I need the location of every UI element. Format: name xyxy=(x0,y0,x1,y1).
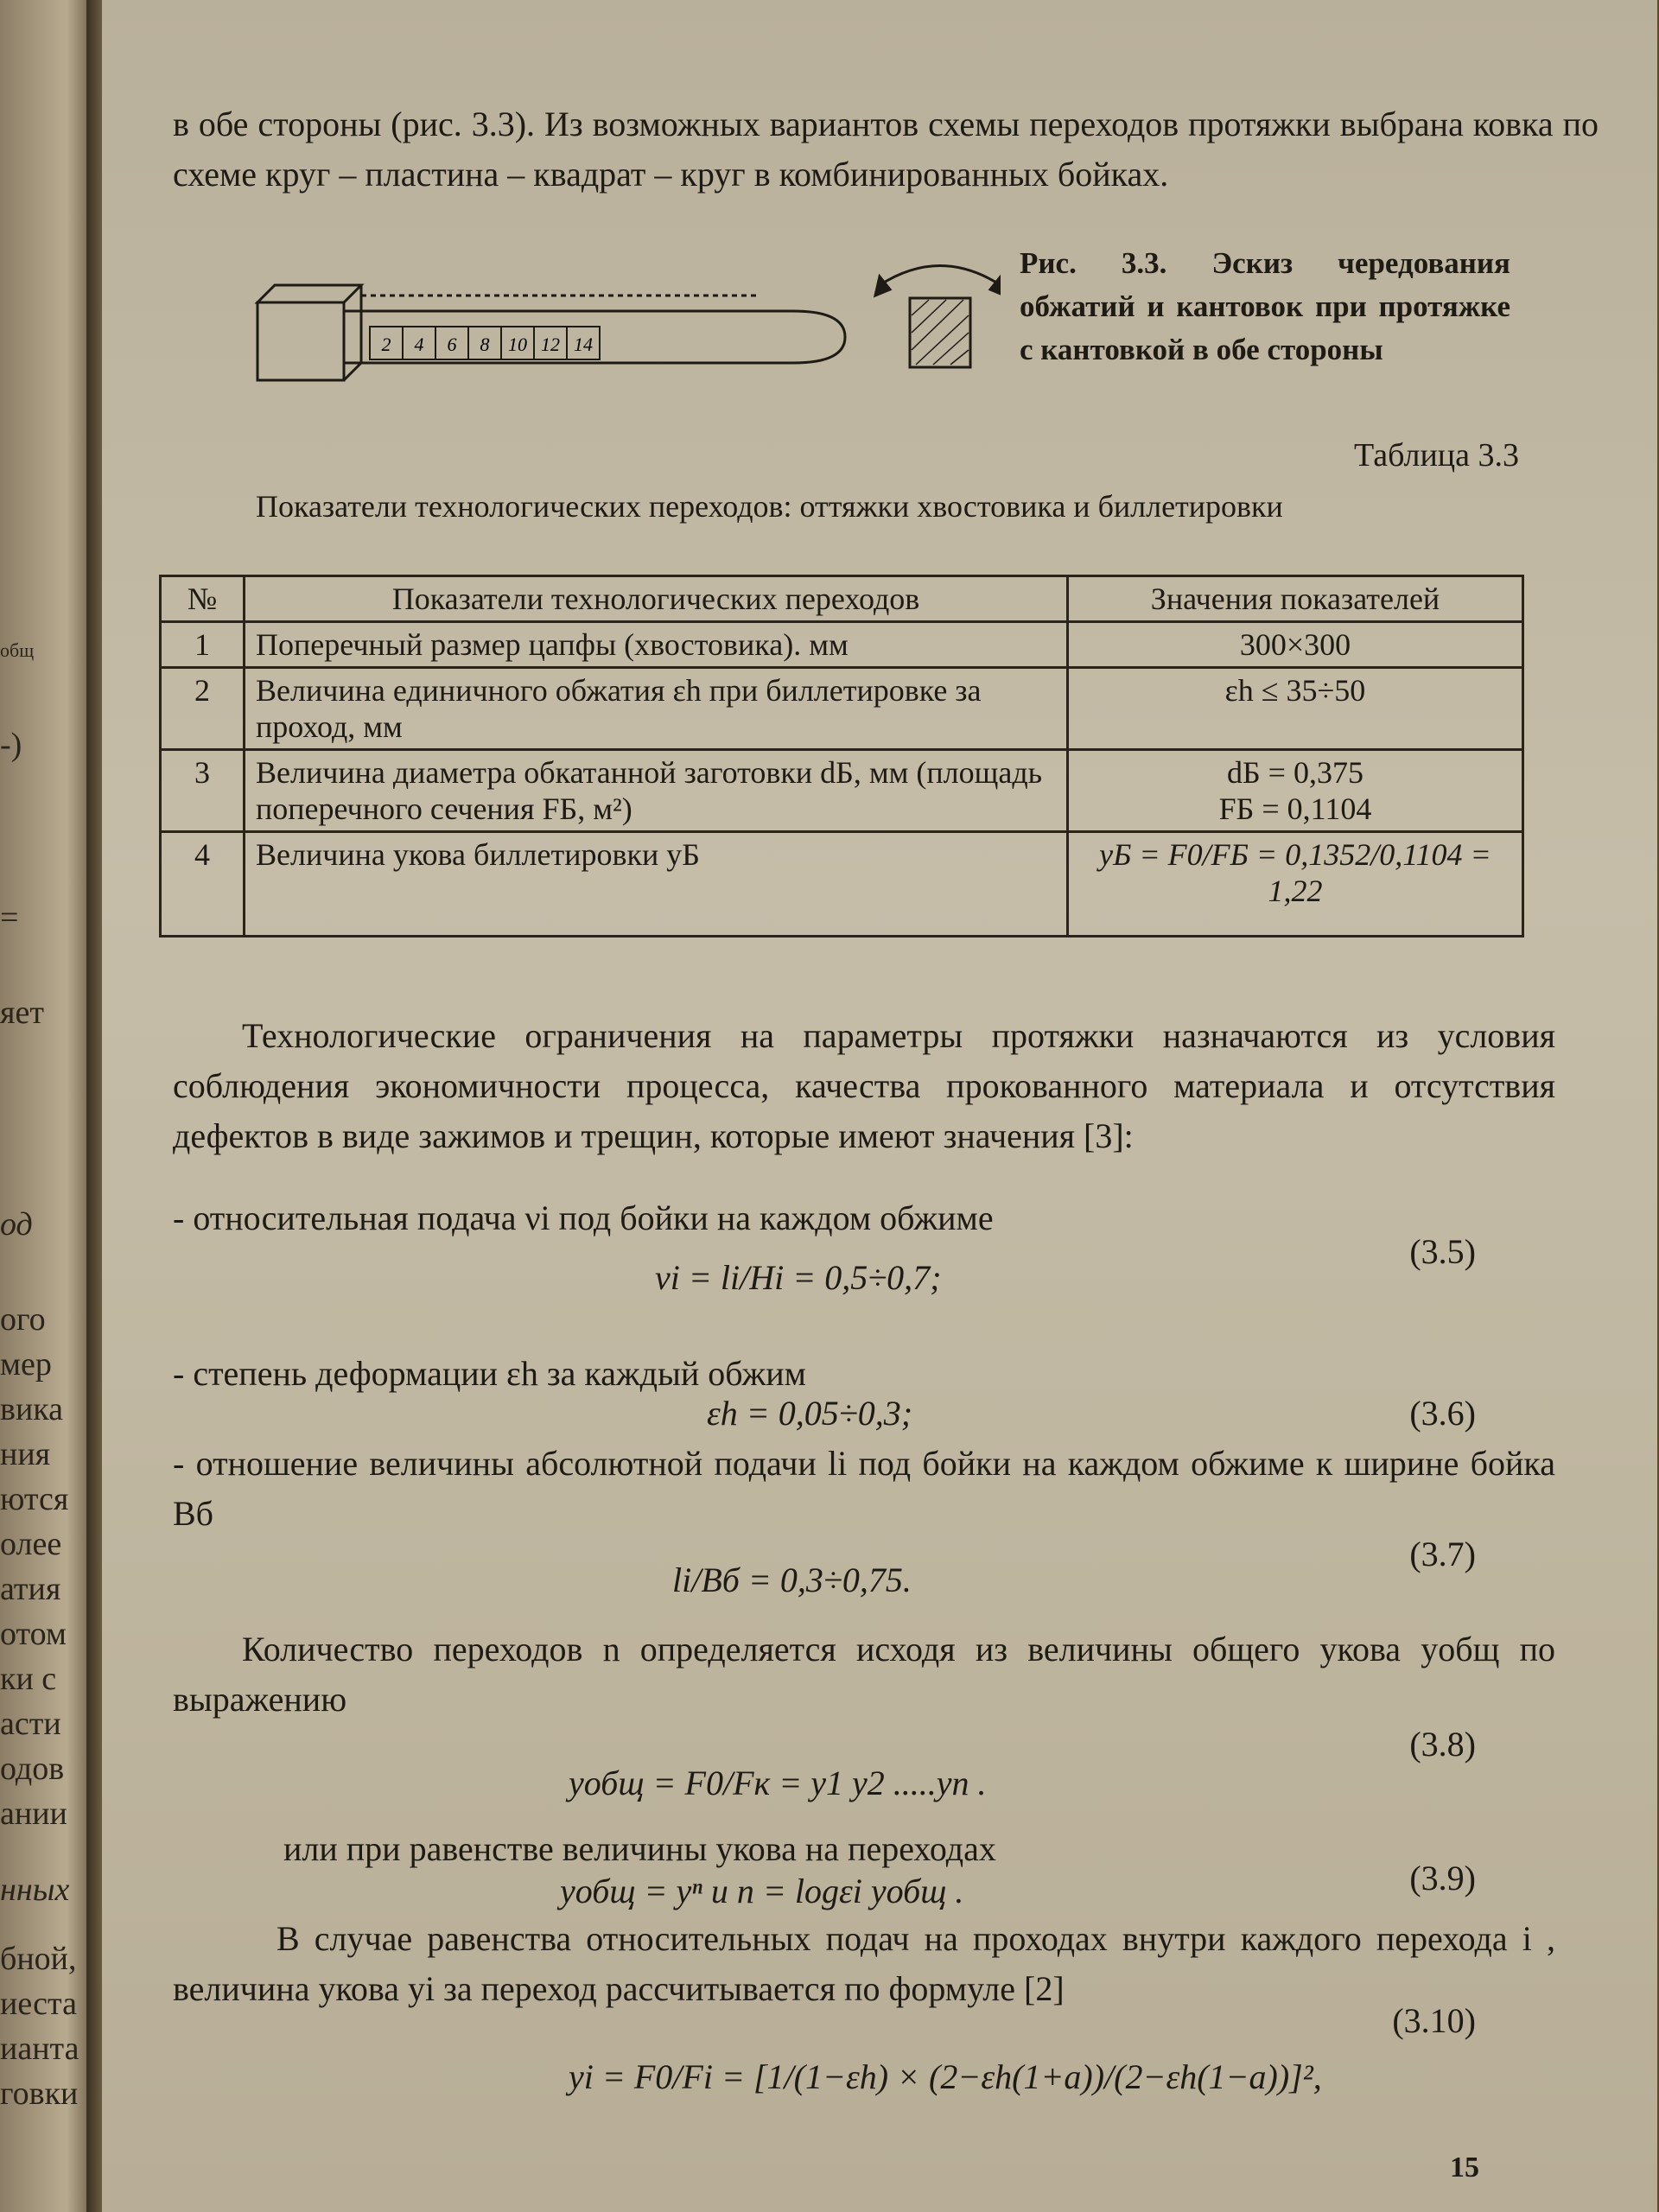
billet-head xyxy=(257,302,344,380)
equation-number: (3.9) xyxy=(1409,1859,1476,1897)
row-number: 1 xyxy=(161,622,245,668)
row-description: Поперечный размер цапфы (хвостовика). мм xyxy=(245,622,1068,668)
table-number: Таблица 3.3 xyxy=(1353,437,1519,474)
list-item-2: - степень деформации εh за каждый обжим xyxy=(173,1354,806,1393)
row-number: 3 xyxy=(161,750,245,832)
figure-sketch xyxy=(240,251,1001,406)
billet-head-top xyxy=(257,285,361,302)
left-fragment: нных xyxy=(0,1872,70,1908)
body-paragraph-2: Количество переходов n определяется исходя из величины общего укова yобщ по выражению xyxy=(173,1630,1555,1719)
equation-3-7: li/Bб = 0,3÷0,75. xyxy=(672,1560,912,1599)
left-fragment: ании xyxy=(0,1796,67,1832)
left-fragment: вика xyxy=(0,1391,64,1427)
left-fragment: ого xyxy=(0,1301,46,1338)
bite-number: 10 xyxy=(508,334,527,355)
equation-3-8: yобщ = F0/Fк = y1 y2 .....yn . xyxy=(569,1764,987,1802)
table-header: Показатели технологических переходов xyxy=(245,576,1068,622)
left-fragment: отом xyxy=(0,1616,67,1652)
intro-paragraph: в обе стороны (рис. 3.3). Из возможных вариантов схемы переходов протяжки выбрана ковка по схеме круг – пластина – квадрат – круг в комбинированных бойках. xyxy=(173,105,1599,194)
bite-number: 4 xyxy=(414,334,424,355)
left-fragment: олее xyxy=(0,1526,62,1562)
left-fragment: атия xyxy=(0,1571,61,1607)
left-fragment: иеста xyxy=(0,1986,77,2022)
table-row xyxy=(161,622,1523,668)
equation-3-10: yi = F0/Fi = [1/(1−εh) × (2−εh(1+a))/(2−εh(1−a))]², xyxy=(569,2057,1322,2096)
table-header: Значения показателей xyxy=(1068,576,1523,622)
left-fragment: ки с xyxy=(0,1661,57,1697)
body-paragraph-1: Технологические ограничения на параметры протяжки назначаются из условия соблюдения экономичности процесса, качества прокованного материала и отсутствия дефектов в виде зажимов и трещин, которые имеют значения [3]: xyxy=(173,1016,1555,1155)
row-value: 300×300 xyxy=(1068,622,1523,668)
table-row xyxy=(161,832,1523,937)
left-fragment: ианта xyxy=(0,2031,79,2067)
row-value xyxy=(1068,750,1523,832)
left-fragment: яет xyxy=(0,995,44,1031)
row-description: Величина укова биллетировки yБ xyxy=(245,832,1068,937)
table-header-row xyxy=(161,576,1523,622)
row-value-line: FБ = 0,1104 xyxy=(1218,791,1372,826)
equation-3-6: εh = 0,05÷0,3; xyxy=(707,1394,913,1433)
bite-number: 2 xyxy=(381,334,391,355)
equation-number: (3.10) xyxy=(1392,2001,1476,2040)
equation-3-9: yобщ = yⁿ и n = logεi yобщ . xyxy=(560,1872,964,1910)
row-value-line: dБ = 0,375 xyxy=(1227,755,1363,790)
equation-number: (3.6) xyxy=(1409,1394,1476,1433)
list-item-1: - относительная подача νi под бойки на каждом обжиме xyxy=(173,1198,994,1237)
bite-labels xyxy=(370,327,600,359)
table-title: Показатели технологических переходов: оттяжки хвостовика и биллетировки xyxy=(256,489,1283,524)
row-description: Величина диаметра обкатанной заготовки dБ, мм (площадь поперечного сечения FБ, м²) xyxy=(245,750,1068,832)
page-number: 15 xyxy=(1450,2152,1479,2183)
left-page-edge xyxy=(0,0,95,2212)
left-fragment: бной, xyxy=(0,1941,77,1977)
equation-number: (3.7) xyxy=(1409,1535,1476,1573)
left-fragment: -) xyxy=(0,727,22,763)
left-fragment: говки xyxy=(0,2075,79,2112)
turn-arrow xyxy=(880,266,1001,286)
row-number: 4 xyxy=(161,832,245,937)
left-fragment: асти xyxy=(0,1706,61,1742)
parameters-table xyxy=(159,575,1524,938)
row-value: εh ≤ 35÷50 xyxy=(1068,668,1523,750)
left-fragment: од xyxy=(0,1206,33,1243)
bite-number: 6 xyxy=(447,334,457,355)
bite-number: 8 xyxy=(480,334,490,355)
left-fragment: ния xyxy=(0,1436,51,1472)
list-item-3: - отношение величины абсолютной подачи li под бойки на каждом обжиме к ширине бойка Bб xyxy=(173,1444,1555,1533)
equation-number: (3.5) xyxy=(1409,1232,1476,1271)
left-fragment: = xyxy=(0,899,19,936)
row-value: yБ = F0/FБ = 0,1352/0,1104 = 1,22 xyxy=(1068,832,1523,937)
row-number: 2 xyxy=(161,668,245,750)
row-description: Величина единичного обжатия εh при биллетировке за проход, мм xyxy=(245,668,1068,750)
table-header: № xyxy=(161,576,245,622)
left-fragment: мер xyxy=(0,1346,52,1382)
bite-number: 12 xyxy=(541,334,560,355)
table-row xyxy=(161,750,1523,832)
figure-caption: Рис. 3.3. Эскиз чередования обжатий и кантовок при протяжке с кантовкой в обе стороны xyxy=(1020,246,1510,366)
left-fragment: общ xyxy=(0,639,35,661)
equation-3-5: νi = li/Hi = 0,5÷0,7; xyxy=(655,1258,942,1297)
equation-number: (3.8) xyxy=(1409,1725,1476,1764)
body-paragraph-3: или при равенстве величины укова на переходах xyxy=(283,1829,996,1868)
book-page xyxy=(102,0,1657,2212)
table-row xyxy=(161,668,1523,750)
body-paragraph-4: В случае равенства относительных подач на проходах внутри каждого перехода i , величина укова yi за переход рассчитывается по формуле [2] xyxy=(173,1919,1555,2008)
bite-number: 14 xyxy=(574,334,593,355)
book-gutter xyxy=(86,0,104,2212)
left-fragment: одов xyxy=(0,1751,65,1787)
left-fragment: ются xyxy=(0,1481,69,1517)
